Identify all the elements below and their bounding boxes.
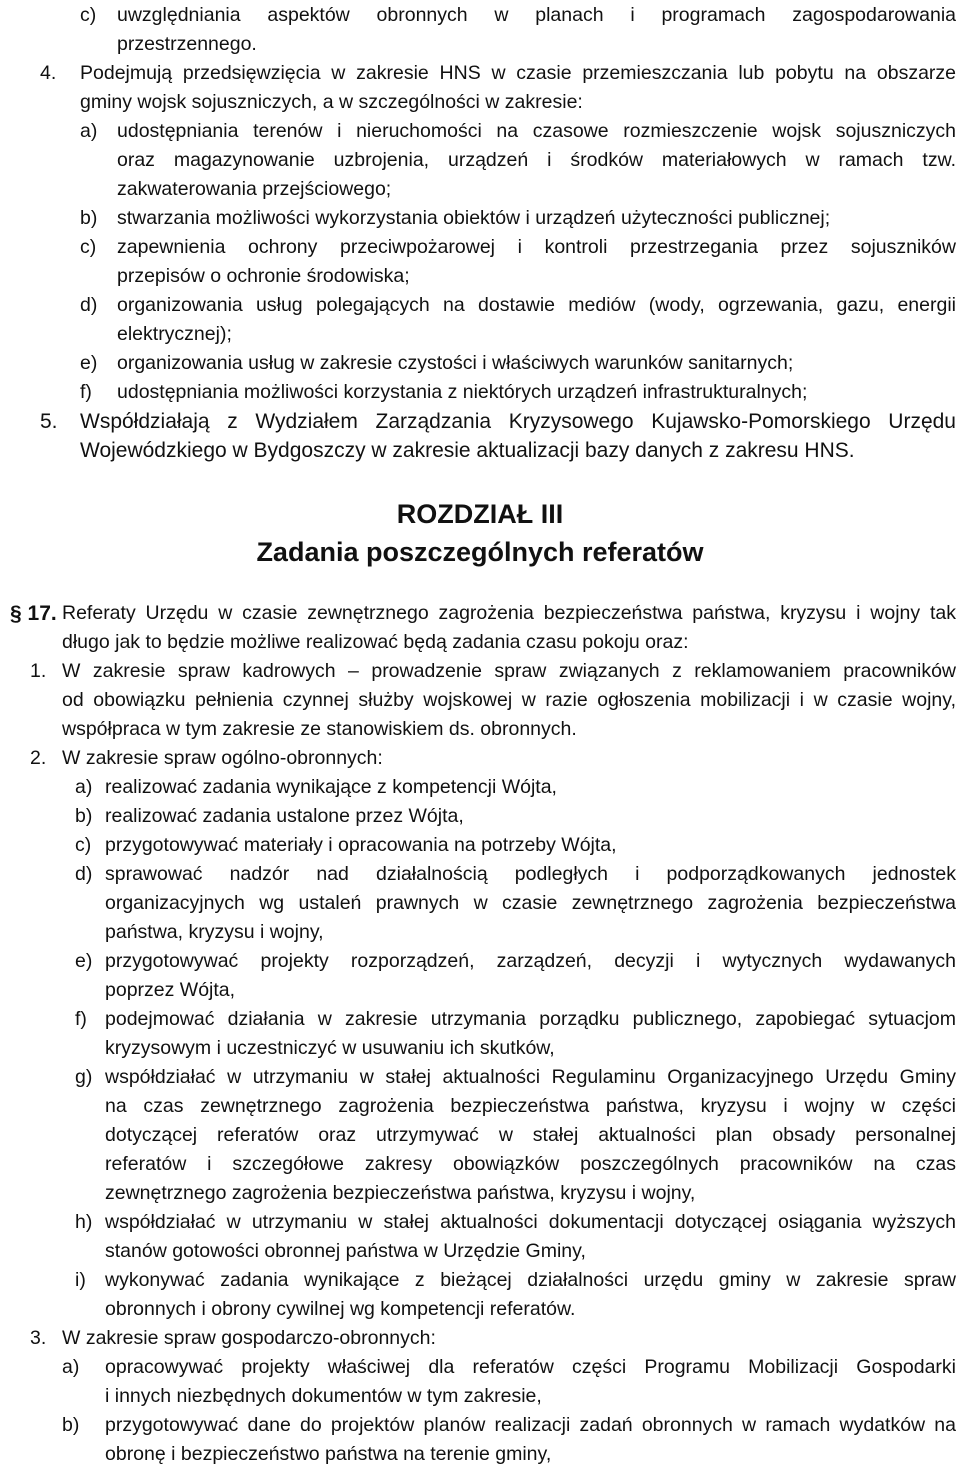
item-marker: c) — [80, 236, 97, 258]
subsection-heading: W zakresie spraw ogólno-obronnych: — [62, 747, 383, 769]
item-text-line: na czas zewnętrznego zagrożenia bezpieczeństwa państwa, kryzysu i wojny w części — [105, 1095, 956, 1117]
point-marker: 3. — [30, 1327, 47, 1349]
item-marker: f) — [75, 1008, 87, 1030]
item-text-line: zewnętrznego zagrożenia bezpieczeństwa państwa, kryzysu i wojny, — [105, 1182, 696, 1204]
item-text-line: organizowania usług polegających na dostawie mediów (wody, ogrzewania, gazu, energii — [117, 294, 956, 316]
point-marker: 1. — [30, 660, 47, 682]
item-text-line: zapewnienia ochrony przeciwpożarowej i kontroli przestrzegania przez sojuszników — [117, 236, 956, 258]
point-text-line: gminy wojsk sojuszniczych, a w szczególności w zakresie: — [80, 91, 583, 113]
point-text-line: współpraca w tym zakresie ze stanowiskiem ds. obronnych. — [62, 718, 577, 740]
item-text-line: referatów i szczegółowe zakresy obowiązków poszczególnych pracowników na czas — [105, 1153, 956, 1175]
point-text-line: Podejmują przedsięwzięcia w zakresie HNS w czasie przemieszczania lub pobytu na obszarze — [80, 62, 956, 84]
item-marker: d) — [75, 863, 93, 885]
item-marker: b) — [80, 207, 98, 229]
item-marker: b) — [75, 805, 93, 827]
item-text-line: sprawować nadzór nad działalnością podległych i podporządkowanych jednostek — [105, 863, 956, 885]
item-text-line: opracowywać projekty właściwej dla referatów części Programu Mobilizacji Gospodarki — [105, 1356, 956, 1378]
item-marker: a) — [80, 120, 98, 142]
point-text-line: W zakresie spraw kadrowych – prowadzenie spraw związanych z reklamowaniem pracowników — [62, 660, 956, 682]
item-text-line: uwzględniania aspektów obronnych w planach i programach zagospodarowania — [117, 4, 956, 26]
item-text-line: przepisów o ochronie środowiska; — [117, 265, 410, 287]
item-text-line: organizowania usług w zakresie czystości i właściwych warunków sanitarnych; — [117, 352, 794, 374]
item-marker: e) — [75, 950, 93, 972]
item-text-line: współdziałać w utrzymaniu w stałej aktualności dokumentacji dotyczącej osiągania wyższych — [105, 1211, 956, 1233]
item-marker: c) — [80, 4, 97, 26]
item-text-line: udostępniania terenów i nieruchomości na czasowe rozmieszczenie wojsk sojuszniczych — [117, 120, 956, 142]
item-marker: i) — [75, 1269, 86, 1291]
item-text-line: oraz magazynowanie uzbrojenia, urządzeń i środków materiałowych w ramach tzw. — [117, 149, 956, 171]
item-text-line: przestrzennego. — [117, 33, 257, 55]
section-text-line: długo jak to będzie możliwe realizować będą zadania czasu pokoju oraz: — [62, 631, 689, 653]
item-text-line: realizować zadania ustalone przez Wójta, — [105, 805, 464, 827]
item-text-line: obronę i bezpieczeństwo państwa na terenie gminy, — [105, 1443, 552, 1465]
item-text-line: elektrycznej); — [117, 323, 232, 345]
item-marker: c) — [75, 834, 92, 856]
item-text-line: dotyczącej referatów oraz utrzymywać w stałej aktualności plan obsady personalnej — [105, 1124, 956, 1146]
item-text-line: obronnych i obrony cywilnej wg kompetencji referatów. — [105, 1298, 576, 1320]
item-text-line: stwarzania możliwości wykorzystania obiektów i urządzeń użyteczności publicznej; — [117, 207, 831, 229]
item-text-line: przygotowywać materiały i opracowania na potrzeby Wójta, — [105, 834, 617, 856]
item-marker: e) — [80, 352, 98, 374]
item-marker: b) — [62, 1414, 80, 1436]
item-marker: a) — [62, 1356, 80, 1378]
item-text-line: współdziałać w utrzymaniu w stałej aktualności Regulaminu Organizacyjnego Urzędu Gminy — [105, 1066, 956, 1088]
chapter-title: Zadania poszczególnych referatów — [256, 537, 704, 567]
item-text-line: kryzysowym i uczestniczyć w usuwaniu ich skutków, — [105, 1037, 555, 1059]
item-text-line: udostępniania możliwości korzystania z niektórych urządzeń infrastrukturalnych; — [117, 381, 808, 403]
item-text-line: przygotowywać dane do projektów planów realizacji zadań obronnych w ramach wydatków na — [105, 1414, 956, 1436]
section-marker: § 17. — [10, 602, 57, 625]
point-marker: 4. — [40, 62, 57, 84]
item-marker: a) — [75, 776, 93, 798]
item-text-line: przygotowywać projekty rozporządzeń, zarządzeń, decyzji i wytycznych wydawanych — [105, 950, 956, 972]
item-text-line: stanów gotowości obronnej państwa w Urzędzie Gminy, — [105, 1240, 586, 1262]
item-text-line: realizować zadania wynikające z kompetencji Wójta, — [105, 776, 557, 798]
point-text-line: od obowiązku pełnienia czynnej służby wojskowej w razie ogłoszenia mobilizacji i w czasie wojny, — [62, 689, 956, 711]
item-text-line: organizacyjnych wg ustaleń prawnych w czasie zewnętrznego zagrożenia bezpieczeństwa — [105, 892, 956, 914]
point-marker: 5. — [40, 410, 58, 433]
point-marker: 2. — [30, 747, 47, 769]
item-marker: f) — [80, 381, 92, 403]
chapter-number: ROZDZIAŁ III — [396, 499, 564, 529]
item-text-line: i innych niezbędnych dokumentów w tym zakresie, — [105, 1385, 542, 1407]
item-text-line: zakwaterowania przejściowego; — [117, 178, 392, 200]
item-marker: h) — [75, 1211, 93, 1233]
item-marker: d) — [80, 294, 98, 316]
item-text-line: poprzez Wójta, — [105, 979, 236, 1001]
item-text-line: państwa, kryzysu i wojny, — [105, 921, 324, 943]
item-text-line: wykonywać zadania wynikające z bieżącej działalności urzędu gminy w zakresie spraw — [105, 1269, 956, 1291]
subsection-heading: W zakresie spraw gospodarczo-obronnych: — [62, 1327, 436, 1349]
point-text-line: Współdziałają z Wydziałem Zarządzania Kryzysowego Kujawsko-Pomorskiego Urzędu — [80, 410, 956, 433]
item-marker: g) — [75, 1066, 93, 1088]
item-text-line: podejmować działania w zakresie utrzymania porządku publicznego, zapobiegać sytuacjom — [105, 1008, 956, 1030]
section-text-line: Referaty Urzędu w czasie zewnętrznego zagrożenia bezpieczeństwa państwa, kryzysu i wojny tak — [62, 602, 956, 624]
point-text-line: Wojewódzkiego w Bydgoszczy w zakresie aktualizacji bazy danych z zakresu HNS. — [80, 439, 855, 462]
